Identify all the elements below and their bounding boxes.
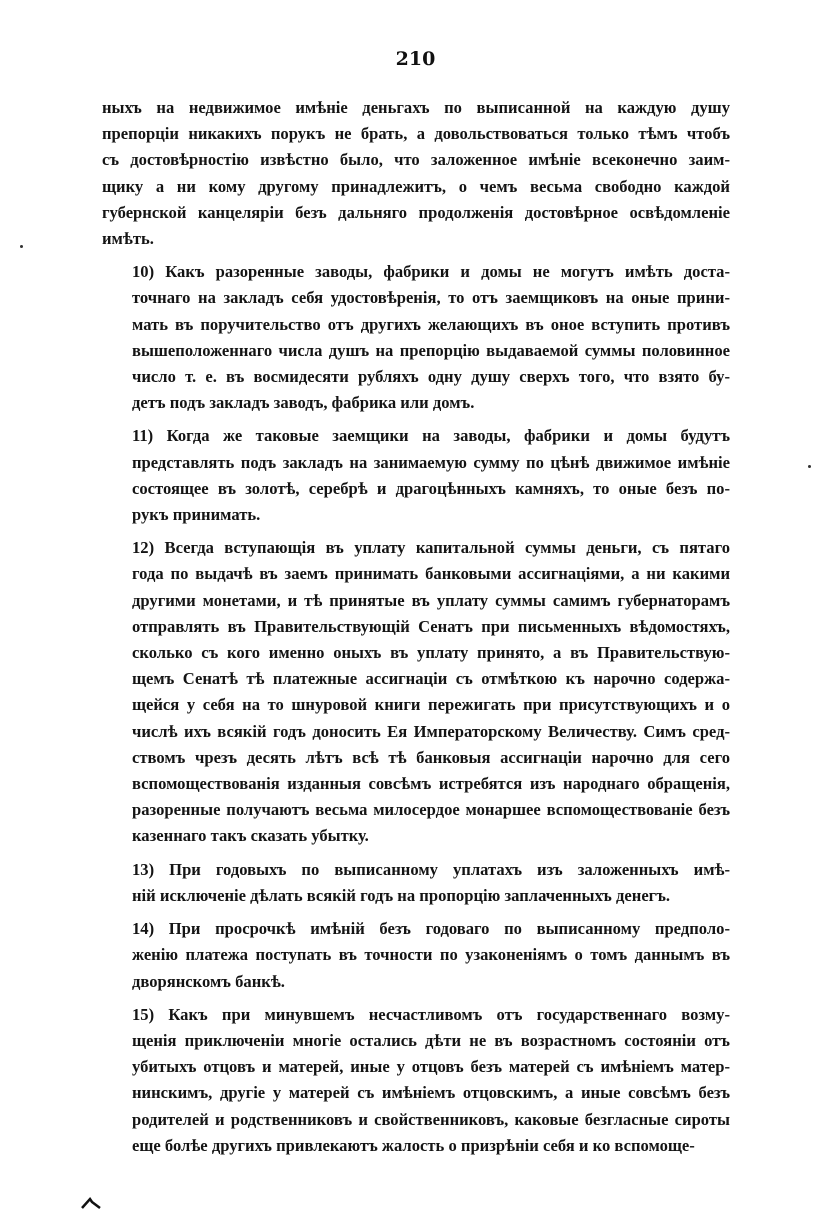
text-line: состоящее въ золотѣ, серебрѣ и драгоцѣнныхъ камняхъ, то оные безъ по- bbox=[132, 478, 730, 498]
text-line: мать въ поручительство отъ другихъ желающихъ въ оное вступить противъ bbox=[132, 314, 730, 334]
text-line: разоренные получаютъ весьма милосердое монаршее вспомоществованіе безъ bbox=[132, 800, 730, 820]
paragraph bbox=[102, 535, 730, 849]
text-line: щику а ни кому другому принадлежитъ, о чемъ весьма свободно каждой bbox=[102, 176, 730, 196]
text-line: детъ подъ закладъ заводъ, фабрика или домъ. bbox=[132, 393, 475, 413]
text-line: 10) Какъ разоренные заводы, фабрики и домы не могутъ имѣть доста- bbox=[132, 262, 730, 282]
text-line: представлять подъ закладъ на занимаемую сумму по цѣнѣ движимое имѣніе bbox=[132, 452, 730, 472]
text-line: года по выдачѣ въ заемъ принимать банковыми ассигнаціями, а ни какими bbox=[132, 564, 730, 584]
text-line: дворянскомъ банкѣ. bbox=[132, 971, 285, 991]
text-line: 12) Всегда вступающія въ уплату капитальной суммы деньги, съ пятаго bbox=[132, 538, 730, 558]
text-line: щемъ Сенатѣ тѣ платежные ассигнаціи съ отмѣткою къ нарочно содержа- bbox=[132, 669, 730, 689]
text-line: другими монетами, и тѣ принятые въ уплату суммы самимъ губернаторамъ bbox=[132, 590, 730, 610]
text-line: вспомоществованія изданныя совсѣмъ истребятся изъ народнаго обращенія, bbox=[132, 774, 730, 794]
text-line: убитыхъ отцовъ и матерей, иные у отцовъ безъ матерей съ имѣніемъ матер- bbox=[132, 1057, 730, 1077]
text-line: имѣть. bbox=[102, 229, 154, 249]
margin-dot bbox=[20, 245, 23, 248]
text-line: рукъ принимать. bbox=[132, 505, 261, 525]
text-line: ныхъ на недвижимое имѣніе деньгахъ по выписанной на каждую душу bbox=[102, 98, 730, 117]
text-line: еще болѣе другихъ привлекаютъ жалость о призрѣніи себя и ко вспомоще- bbox=[132, 1135, 695, 1155]
text-line: сколько съ кого именно оныхъ въ уплату принято, а въ Правительствую- bbox=[132, 643, 730, 663]
text-line: родителей и родственниковъ и свойственниковъ, каковые безгласные сироты bbox=[132, 1109, 730, 1129]
paragraph bbox=[102, 857, 730, 909]
text-line: щейся у себя на то шнуровой книги пережигать при присутствующихъ и о bbox=[132, 695, 730, 715]
text-line: 13) При годовыхъ по выписанному уплатахъ изъ заложенныхъ имѣ- bbox=[132, 859, 730, 879]
text-line: казеннаго такъ сказать убытку. bbox=[132, 826, 369, 846]
text-line: 14) При просрочкѣ имѣній безъ годоваго по выписанному предполо- bbox=[132, 919, 730, 939]
text-line: нинскимъ, другіе у матерей съ имѣніемъ отцовскимъ, а иные совсѣмъ безъ bbox=[132, 1083, 730, 1103]
margin-dot bbox=[808, 465, 811, 468]
text-line: числѣ ихъ всякій годъ доносить Ея Императорскому Величеству. Симъ сред- bbox=[132, 721, 730, 741]
paragraph bbox=[102, 916, 730, 995]
paragraph bbox=[102, 95, 730, 252]
text-line: отправлять въ Правительствующій Сенатъ при письменныхъ вѣдомостяхъ, bbox=[132, 616, 730, 636]
body-text bbox=[102, 95, 730, 1166]
text-line: 15) Какъ при минувшемъ несчастливомъ отъ государственнаго возму- bbox=[132, 1004, 730, 1024]
paragraph bbox=[102, 1002, 730, 1159]
text-line: число т. е. въ восмидесяти рубляхъ одну душу сверхъ того, что взято бу- bbox=[132, 367, 730, 387]
text-line: точнаго на закладъ себя удостовѣренія, то отъ заемщиковъ на оные прини- bbox=[132, 288, 730, 308]
text-line: губернской канцеляріи безъ дальняго продолженія достовѣрное освѣдомленіе bbox=[102, 202, 730, 222]
text-line: препорціи никакихъ порукъ не брать, а довольствоваться только тѣмъ чтобъ bbox=[102, 124, 730, 144]
text-line: женію платежа поступать въ точности по узаконеніямъ о томъ даннымъ въ bbox=[132, 945, 730, 965]
text-line: ній исключеніе дѣлать всякій годъ на пропорцію заплаченныхъ денегъ. bbox=[132, 885, 671, 905]
text-line: 11) Когда же таковые заемщики на заводы, фабрики и домы будутъ bbox=[132, 426, 730, 446]
paragraph bbox=[102, 423, 730, 528]
paragraph bbox=[102, 259, 730, 416]
text-line: съ достовѣрностію извѣстно было, что заложенное имѣніе всеконечно заим- bbox=[102, 150, 730, 170]
text-line: щенія приключеніи многіе остались дѣти не въ возрастномъ состояніи отъ bbox=[132, 1030, 730, 1050]
page-number: 210 bbox=[395, 48, 436, 70]
text-line: ствомъ чрезъ десять лѣтъ всѣ тѣ банковыя ассигнаціи нарочно для сего bbox=[132, 747, 730, 767]
text-line: вышеположеннаго числа душъ на препорцію выдаваемой суммы половинное bbox=[132, 340, 730, 360]
pencil-mark-icon bbox=[80, 1196, 106, 1210]
